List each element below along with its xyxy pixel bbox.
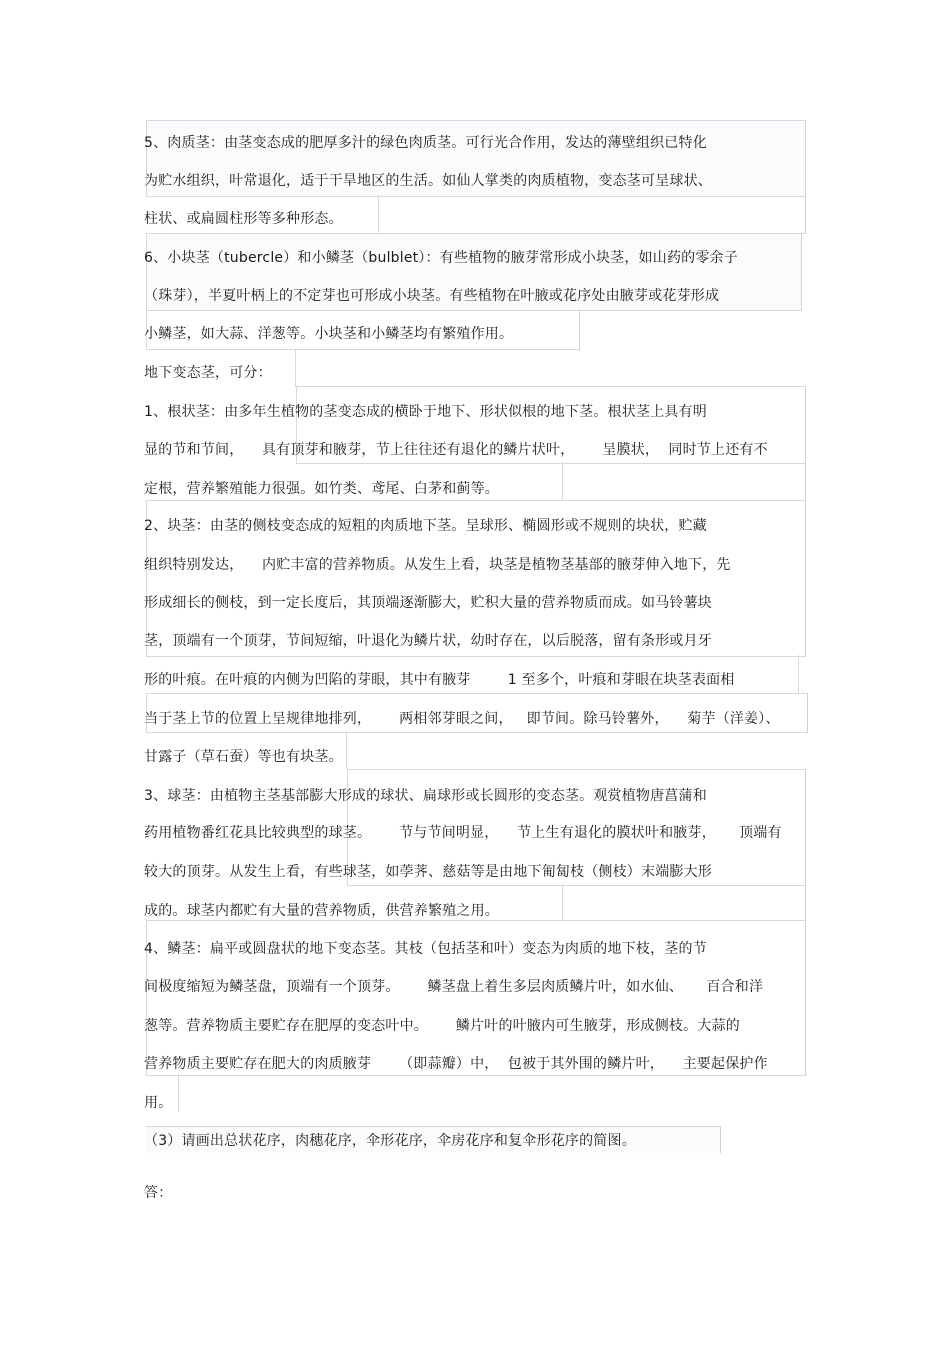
scan-artifact-box <box>562 462 806 501</box>
text-line: 甘露子（草石蚕）等也有块茎。 <box>144 749 343 765</box>
text-line: （珠芽），半夏叶柄上的不定芽也可形成小块茎。有些植物在叶腋或花序处由腋芽或花芽形成 <box>144 288 720 304</box>
text-line: 茎，顶端有一个顶芽，节间短缩，叶退化为鳞片状，幼时存在，以后脱落，留有条形或月牙 <box>144 633 712 649</box>
text-line: 较大的顶芽。从发生上看，有些球茎，如荸荠、慈菇等是由地下匍匐枝（侧枝）末端膨大形 <box>144 864 712 880</box>
text-line: 2、块茎：由茎的侧枝变态成的短粗的肉质地下茎。呈球形、椭圆形或不规则的块状，贮藏 <box>144 518 707 534</box>
text-line: 组织特别发达， 内贮丰富的营养物质。从发生上看，块茎是植物茎基部的腋芽伸入地下，先 <box>144 557 731 573</box>
text-line: 3、球茎：由植物主茎基部膨大形成的球状、扁球形或长圆形的变态茎。观赏植物唐菖蒲和 <box>144 788 707 804</box>
text-line: 成的。球茎内都贮有大量的营养物质，供营养繁殖之用。 <box>144 903 499 919</box>
scan-artifact-box <box>295 349 297 387</box>
scan-artifact-box <box>178 1074 180 1112</box>
scan-artifact-box <box>562 884 806 921</box>
question-line: （3）请画出总状花序，肉穗花序，伞形花序，伞房花序和复伞形花序的简图。 <box>144 1133 636 1149</box>
text-line: 间极度缩短为鳞茎盘，顶端有一个顶芽。 鳞茎盘上着生多层肉质鳞片叶，如水仙、 百合和洋 <box>144 979 764 995</box>
text-line: 6、小块茎（tubercle）和小鳞茎（bulblet）：有些植物的腋芽常形成小块茎，如山药的零余子 <box>144 250 738 266</box>
text-line: 为贮水组织，叶常退化，适于干旱地区的生活。如仙人掌类的肉质植物，变态茎可呈球状、 <box>144 173 712 189</box>
answer-label: 答： <box>144 1185 173 1201</box>
text-line: 4、鳞茎：扁平或圆盘状的地下变态茎。其枝（包括茎和叶）变态为肉质的地下枝，茎的节 <box>144 941 707 957</box>
scan-artifact-box <box>378 195 806 234</box>
text-line: 小鳞茎，如大蒜、洋葱等。小块茎和小鳞茎均有繁殖作用。 <box>144 326 514 342</box>
scan-artifact-box <box>346 731 348 769</box>
text-line: 定根，营养繁殖能力很强。如竹类、鸢尾、白茅和蓟等。 <box>144 481 499 497</box>
text-line: 形的叶痕。在叶痕的内侧为凹陷的芽眼，其中有腋芽 1 至多个，叶痕和芽眼在块茎表面相 <box>144 672 735 688</box>
text-line: 营养物质主要贮存在肥大的肉质腋芽 （即蒜瓣）中， 包被于其外围的鳞片叶， 主要起保护作 <box>144 1056 768 1072</box>
section-heading: 地下变态茎，可分： <box>144 365 272 381</box>
text-line: 显的节和节间， 具有顶芽和腋芽，节上往往还有退化的鳞片状叶， 呈膜状， 同时节上还有不 <box>144 442 768 458</box>
text-line: 5、肉质茎：由茎变态成的肥厚多汁的绿色肉质茎。可行光合作用，发达的薄壁组织已特化 <box>144 135 707 151</box>
text-line: 用。 <box>144 1095 173 1111</box>
text-line: 葱等。营养物质主要贮存在肥厚的变态叶中。 鳞片叶的叶腋内可生腋芽，形成侧枝。大蒜的 <box>144 1018 740 1034</box>
text-line: 柱状、或扁圆柱形等多种形态。 <box>144 211 343 227</box>
text-line: 1、根状茎：由多年生植物的茎变态成的横卧于地下、形状似根的地下茎。根状茎上具有明 <box>144 404 707 420</box>
text-line: 形成细长的侧枝，到一定长度后，其顶端逐渐膨大，贮积大量的营养物质而成。如马铃薯块 <box>144 595 712 611</box>
text-line: 当于茎上节的位置上呈规律地排列， 两相邻芽眼之间， 即节间。除马铃薯外， 菊芋（洋姜）、 <box>144 711 780 727</box>
text-line: 药用植物番红花具比较典型的球茎。 节与节间明显， 节上生有退化的膜状叶和腋芽， 顶端有 <box>144 825 782 841</box>
scan-artifact-box <box>798 655 800 693</box>
